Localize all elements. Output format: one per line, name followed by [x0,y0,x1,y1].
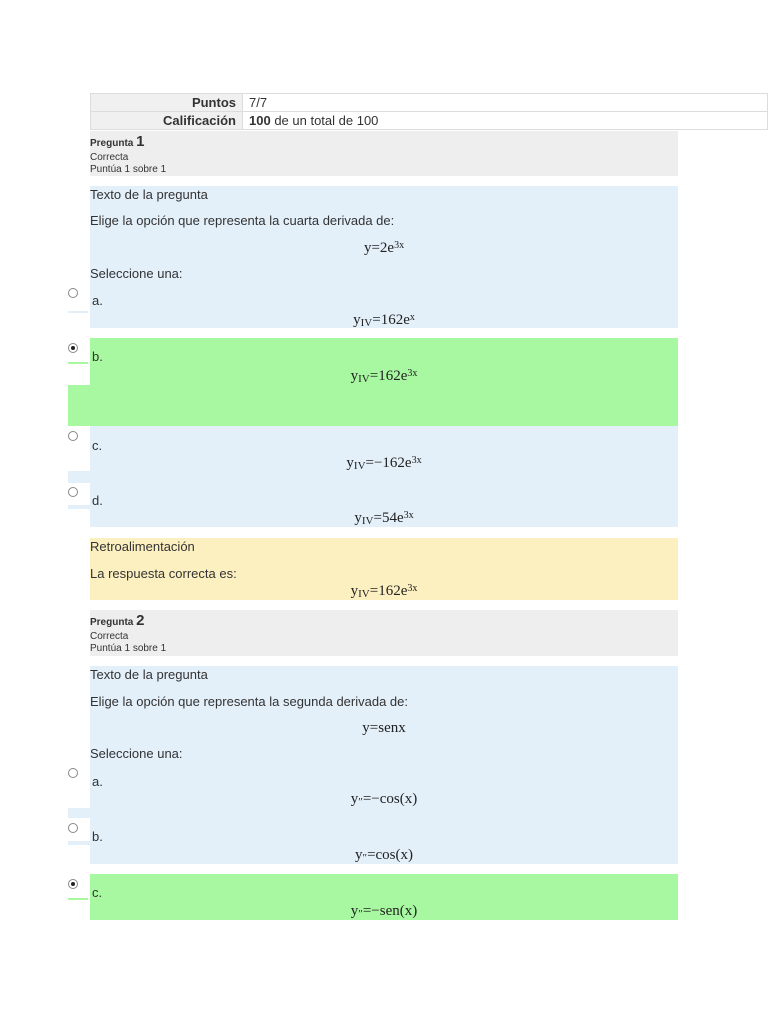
q2-option-c-underline [68,898,88,900]
points-row [91,94,768,112]
ans-exp: 3x [403,510,414,521]
ans-y: y [346,455,354,471]
summary-table [90,93,768,130]
feedback-text: La respuesta correcta es: [90,566,237,581]
question-2-title: Pregunta [90,617,134,628]
ans-order: IV [358,588,370,600]
grade-score: 100 [249,113,271,128]
points-label: Puntos [91,94,243,112]
question-2-info [90,610,678,656]
feedback-label: Retroalimentación [90,539,195,554]
q2-option-a-radio[interactable] [68,768,78,778]
ans-y: y [353,312,361,328]
grade-label: Calificación [91,112,243,130]
eq-base: y=2e [363,240,395,256]
ans-y: y [354,847,363,863]
q2-option-c-answer[interactable] [90,903,678,920]
q2-option-c-letter: c. [92,885,103,900]
q2-option-a-answer[interactable] [90,791,678,808]
ans-rhs: =cos(x) [367,847,414,863]
ans-y: y [350,791,359,807]
q1-option-a-radio[interactable] [68,288,78,298]
question-1-number: 1 [136,133,145,150]
question-1-text-label: Texto de la pregunta [90,187,208,202]
ans-rhs: =162e [369,368,408,384]
q1-option-b-underline [68,362,88,364]
q2-option-b-letter: b. [92,829,103,844]
q2-option-b-answer[interactable] [90,847,678,864]
ans-rhs: =−162e [365,455,412,471]
ans-exp: 3x [407,368,418,379]
q2-option-a-underline [68,808,90,818]
question-1-prompt: Elige la opción que representa la cuarta derivada de: [90,213,395,228]
ans-exp: 3x [411,455,422,466]
ans-exp: x [409,312,415,323]
ans-order: IV [353,460,366,472]
points-value: 7/7 [243,94,768,112]
q2-option-c-radio[interactable] [68,879,78,889]
ans-rhs: =−cos(x) [362,791,418,807]
ans-y: y [354,510,362,526]
q1-option-b-highlight-ext [68,385,90,426]
ans-rhs: =54e [373,510,404,526]
q2-option-a-letter: a. [92,774,103,789]
q2-option-b-radio[interactable] [68,823,78,833]
question-1-score: Puntúa 1 sobre 1 [90,164,167,175]
grade-row [91,112,768,130]
ans-order: IV [361,515,374,527]
q1-option-c-radio[interactable] [68,431,78,441]
ans-order: ″ [358,908,363,920]
ans-order: ″ [362,852,368,864]
q1-option-c-underline [68,471,90,483]
question-1-equation [90,240,678,257]
ans-order: ″ [358,796,363,808]
ans-rhs: =−sen(x) [362,903,418,919]
q1-option-a-letter: a. [92,293,103,308]
q1-option-a-answer[interactable] [90,312,678,329]
q1-option-b-answer[interactable] [90,368,678,385]
feedback-answer [90,583,678,600]
ans-order: IV [358,373,370,385]
question-2-score: Puntúa 1 sobre 1 [90,643,167,654]
question-2-text-label: Texto de la pregunta [90,667,208,682]
q1-option-d-answer[interactable] [90,510,678,527]
q1-option-d-radio[interactable] [68,487,78,497]
grade-value [243,112,768,130]
question-2-status: Correcta [90,631,129,642]
question-1-title: Pregunta [90,138,134,149]
question-1-status: Correcta [90,152,129,163]
ans-exp: 3x [407,583,418,594]
q2-option-b-underline [68,841,90,845]
question-1-info [90,131,678,176]
q1-option-b-letter: b. [92,349,103,364]
q1-option-c-letter: c. [92,438,103,453]
question-2-prompt: Elige la opción que representa la segunda derivada de: [90,694,409,709]
ans-y: y [350,368,359,384]
q1-option-d-letter: d. [92,493,103,508]
question-2-number: 2 [136,612,145,629]
question-1-select-label: Seleccione una: [90,266,183,281]
q1-option-d-underline [68,505,90,509]
ans-y: y [350,903,359,919]
ans-y: y [350,583,359,599]
question-1-panel [90,186,678,328]
q1-option-c-answer[interactable] [90,455,678,472]
q1-option-b-radio[interactable] [68,343,78,353]
question-2-select-label: Seleccione una: [90,746,183,761]
ans-rhs: =162e [372,312,410,328]
eq-exponent: 3x [394,240,405,251]
grade-total: de un total de 100 [270,113,379,128]
ans-order: IV [360,317,373,329]
q1-option-a-underline [68,311,88,313]
question-2-equation: y=senx [362,720,406,736]
ans-rhs: =162e [369,583,408,599]
